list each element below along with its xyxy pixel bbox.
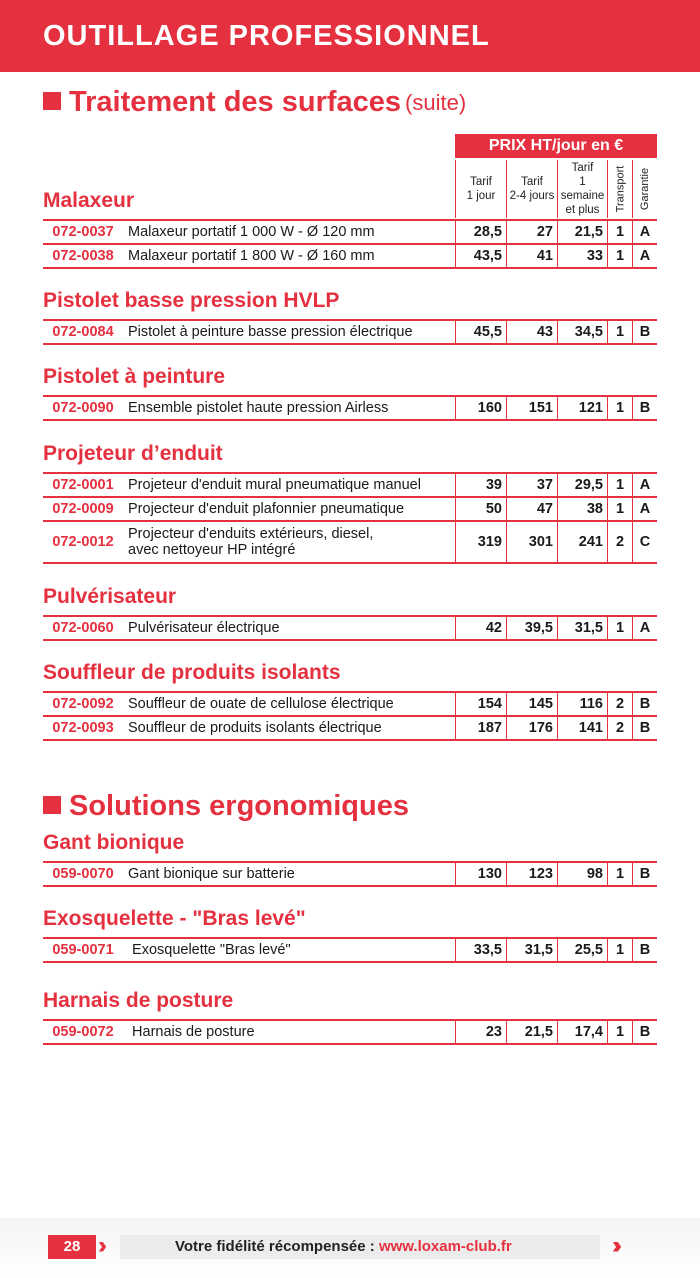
category-title: Projeteur d’enduit xyxy=(43,442,223,465)
price-1-day: 130 xyxy=(455,863,506,885)
guarantee-code: B xyxy=(632,717,657,739)
category-title: Gant bionique xyxy=(43,831,185,854)
table-row xyxy=(43,1019,657,1045)
category-title: Malaxeur xyxy=(43,189,135,212)
footer-link[interactable]: www.loxam-club.fr xyxy=(378,1238,512,1255)
price-1-day: 160 xyxy=(455,397,506,419)
product-description: Pulvérisateur électrique xyxy=(128,620,280,636)
chevron-right-icon: ›› xyxy=(98,1232,100,1259)
guarantee-code: C xyxy=(632,522,657,562)
guarantee-code: B xyxy=(632,693,657,715)
price-2-4-days: 27 xyxy=(506,221,557,243)
price-2-4-days: 41 xyxy=(506,245,557,267)
price-week: 25,5 xyxy=(557,939,607,961)
price-week: 116 xyxy=(557,693,607,715)
table-row xyxy=(43,219,657,245)
category-title: Pulvérisateur xyxy=(43,585,177,608)
transport-code: 2 xyxy=(607,693,632,715)
product-description: Souffleur de produits isolants électrique xyxy=(128,720,382,736)
price-1-day: 319 xyxy=(455,522,506,562)
col-header-tarif-semaine: Tarif 1 semaine et plus xyxy=(557,160,607,218)
product-description: Malaxeur portatif 1 000 W - Ø 120 mm xyxy=(128,224,375,240)
product-code: 072-0084 xyxy=(52,324,114,340)
table-row xyxy=(43,243,657,269)
guarantee-code: B xyxy=(632,939,657,961)
product-code: 072-0090 xyxy=(52,400,114,416)
price-1-day: 28,5 xyxy=(455,221,506,243)
transport-code: 1 xyxy=(607,221,632,243)
product-code: 072-0038 xyxy=(52,248,114,264)
page-number: 28 xyxy=(48,1235,96,1259)
table-row xyxy=(43,691,657,717)
product-code: 072-0009 xyxy=(52,501,114,517)
product-code: 059-0070 xyxy=(52,866,114,882)
transport-code: 1 xyxy=(607,245,632,267)
guarantee-code: B xyxy=(632,1021,657,1043)
product-code: 059-0071 xyxy=(52,942,114,958)
guarantee-code: B xyxy=(632,397,657,419)
transport-code: 1 xyxy=(607,1021,632,1043)
price-2-4-days: 37 xyxy=(506,474,557,496)
price-1-day: 154 xyxy=(455,693,506,715)
price-2-4-days: 151 xyxy=(506,397,557,419)
product-code: 072-0060 xyxy=(52,620,114,636)
guarantee-code: A xyxy=(632,617,657,639)
table-row xyxy=(43,715,657,741)
guarantee-code: A xyxy=(632,221,657,243)
price-2-4-days: 31,5 xyxy=(506,939,557,961)
product-description: Malaxeur portatif 1 800 W - Ø 160 mm xyxy=(128,248,375,264)
section-suffix: (suite) xyxy=(405,89,467,115)
price-2-4-days: 43 xyxy=(506,321,557,343)
product-code: 072-0012 xyxy=(52,534,114,550)
product-description: Ensemble pistolet haute pression Airless xyxy=(128,400,389,416)
price-2-4-days: 21,5 xyxy=(506,1021,557,1043)
product-description: Harnais de posture xyxy=(128,1024,255,1040)
price-2-4-days: 145 xyxy=(506,693,557,715)
guarantee-code: B xyxy=(632,321,657,343)
col-header-garantie: Garantie xyxy=(632,160,657,218)
table-row xyxy=(43,520,657,564)
category-title: Harnais de posture xyxy=(43,989,234,1012)
category-title: Souffleur de produits isolants xyxy=(43,661,341,684)
transport-code: 1 xyxy=(607,498,632,520)
price-week: 29,5 xyxy=(557,474,607,496)
transport-code: 1 xyxy=(607,321,632,343)
col-header-transport: Transport xyxy=(607,160,632,218)
product-description: Pistolet à peinture basse pression électrique xyxy=(128,324,413,340)
price-1-day: 187 xyxy=(455,717,506,739)
product-description: Gant bionique sur batterie xyxy=(128,866,295,882)
transport-code: 2 xyxy=(607,717,632,739)
product-description: Exosquelette "Bras levé" xyxy=(128,942,291,958)
square-bullet-icon xyxy=(43,92,61,110)
banner-title: OUTILLAGE PROFESSIONNEL xyxy=(43,20,490,52)
price-week: 21,5 xyxy=(557,221,607,243)
transport-code: 1 xyxy=(607,863,632,885)
section-heading-ergonomiques xyxy=(43,790,409,823)
product-description: Souffleur de ouate de cellulose électrique xyxy=(128,696,394,712)
transport-code: 1 xyxy=(607,617,632,639)
price-week: 38 xyxy=(557,498,607,520)
price-week: 121 xyxy=(557,397,607,419)
guarantee-code: A xyxy=(632,498,657,520)
product-code: 072-0001 xyxy=(52,477,114,493)
category-title: Pistolet à peinture xyxy=(43,365,226,388)
section-title: Traitement des surfaces xyxy=(69,86,402,118)
section-title: Solutions ergonomiques xyxy=(69,790,409,822)
table-row xyxy=(43,615,657,641)
price-2-4-days: 47 xyxy=(506,498,557,520)
guarantee-code: A xyxy=(632,245,657,267)
price-week: 33 xyxy=(557,245,607,267)
price-1-day: 43,5 xyxy=(455,245,506,267)
price-week: 241 xyxy=(557,522,607,562)
product-description: Projeteur d'enduit mural pneumatique manuel xyxy=(128,477,421,493)
transport-code: 1 xyxy=(607,397,632,419)
price-1-day: 39 xyxy=(455,474,506,496)
price-week: 98 xyxy=(557,863,607,885)
product-code: 072-0093 xyxy=(52,720,114,736)
price-week: 34,5 xyxy=(557,321,607,343)
product-description: Projecteur d'enduit plafonnier pneumatique xyxy=(128,501,405,517)
page-banner xyxy=(0,0,700,72)
price-2-4-days: 176 xyxy=(506,717,557,739)
price-2-4-days: 123 xyxy=(506,863,557,885)
price-1-day: 42 xyxy=(455,617,506,639)
product-description: Projecteur d'enduits extérieurs, diesel, avec nettoyeur HP intégré xyxy=(128,526,374,558)
product-code: 059-0072 xyxy=(52,1024,114,1040)
price-1-day: 50 xyxy=(455,498,506,520)
table-row xyxy=(43,861,657,887)
price-1-day: 33,5 xyxy=(455,939,506,961)
price-week: 141 xyxy=(557,717,607,739)
price-week: 17,4 xyxy=(557,1021,607,1043)
price-1-day: 45,5 xyxy=(455,321,506,343)
table-row xyxy=(43,937,657,963)
col-header-tarif-1-jour: Tarif 1 jour xyxy=(455,160,506,218)
footer-tagline: Votre fidélité récompensée : www.loxam-club.fr xyxy=(175,1238,512,1255)
category-title: Exosquelette - "Bras levé" xyxy=(43,907,306,930)
price-2-4-days: 301 xyxy=(506,522,557,562)
transport-code: 1 xyxy=(607,939,632,961)
product-code: 072-0037 xyxy=(52,224,114,240)
col-header-tarif-2-4-jours: Tarif 2-4 jours xyxy=(506,160,557,218)
table-row xyxy=(43,319,657,345)
guarantee-code: B xyxy=(632,863,657,885)
square-bullet-icon xyxy=(43,796,61,814)
table-row xyxy=(43,496,657,522)
table-row xyxy=(43,472,657,498)
transport-code: 2 xyxy=(607,522,632,562)
price-2-4-days: 39,5 xyxy=(506,617,557,639)
price-week: 31,5 xyxy=(557,617,607,639)
chevron-right-icon: ››› xyxy=(612,1232,615,1259)
section-heading-traitement xyxy=(43,86,466,119)
table-row xyxy=(43,395,657,421)
product-code: 072-0092 xyxy=(52,696,114,712)
guarantee-code: A xyxy=(632,474,657,496)
transport-code: 1 xyxy=(607,474,632,496)
price-header: PRIX HT/jour en € xyxy=(455,134,657,158)
price-1-day: 23 xyxy=(455,1021,506,1043)
category-title: Pistolet basse pression HVLP xyxy=(43,289,340,312)
